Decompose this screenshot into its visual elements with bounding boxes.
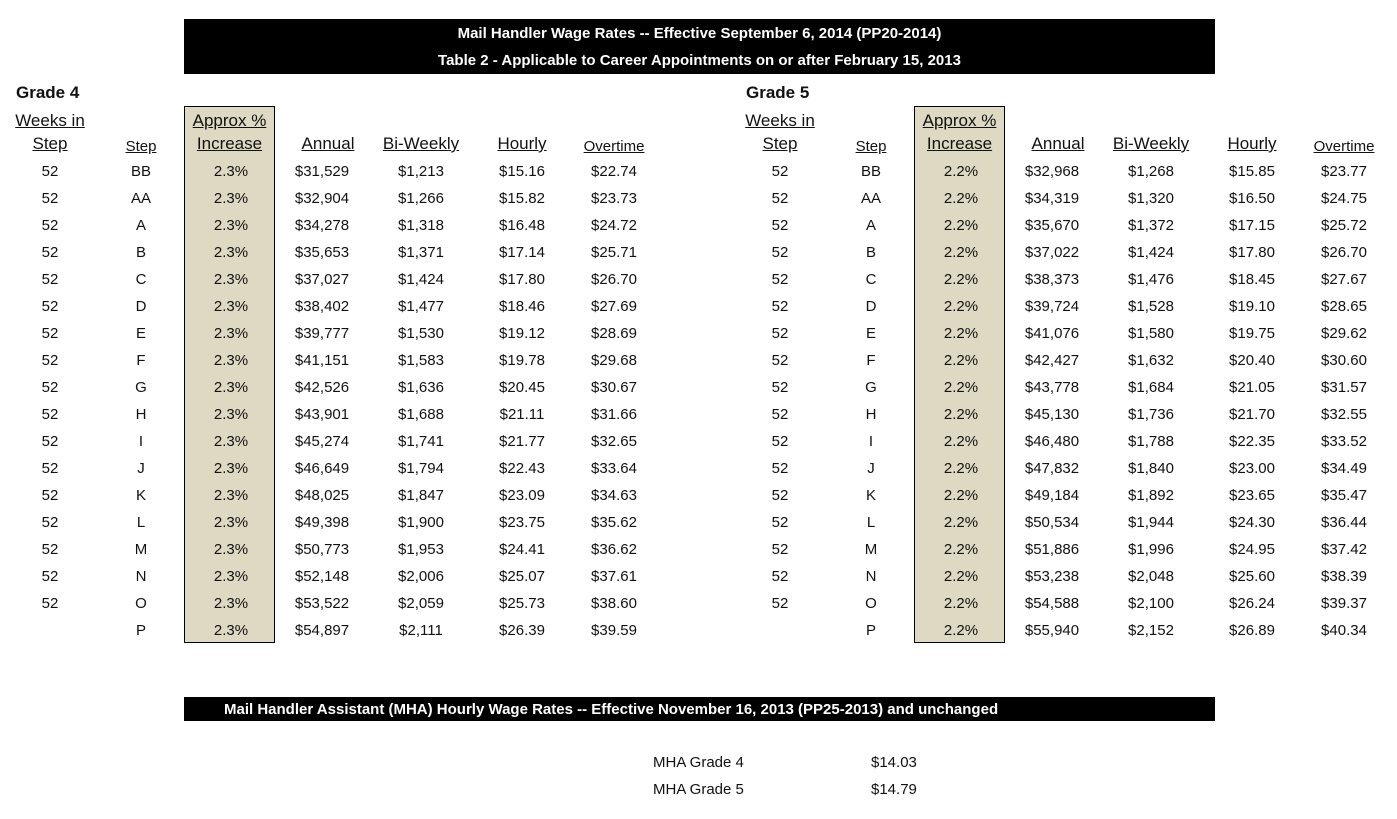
table-cell-hourly: $17.15 [1229,217,1275,234]
table-cell-overtime: $24.72 [591,217,637,234]
table-cell-step: I [138,433,144,450]
table-cell-weeks: 52 [771,190,789,207]
table-cell-overtime: $36.62 [591,541,637,558]
table-cell-pct: 2.3% [213,244,249,261]
table-cell-weeks: 52 [771,352,789,369]
table-cell-hourly: $23.00 [1229,460,1275,477]
table-cell-biweekly: $2,059 [398,595,444,612]
table-cell-hourly: $25.73 [499,595,545,612]
table-cell-biweekly: $1,371 [398,244,444,261]
table-cell-annual: $31,529 [294,163,350,180]
table-cell-weeks: 52 [41,514,59,531]
table-cell-biweekly: $2,100 [1128,595,1174,612]
table-cell-annual: $45,274 [294,433,350,450]
table-cell-biweekly: $1,636 [398,379,444,396]
table-cell-annual: $34,319 [1024,190,1080,207]
table-cell-annual: $47,832 [1024,460,1080,477]
table-cell-annual: $54,897 [294,622,350,639]
table-cell-overtime: $23.73 [591,190,637,207]
table-cell-biweekly: $2,152 [1128,622,1174,639]
table-cell-biweekly: $1,684 [1128,379,1174,396]
table-cell-annual: $35,653 [294,244,350,261]
table-cell-hourly: $24.30 [1229,514,1275,531]
table-cell-pct: 2.3% [213,352,249,369]
table-cell-annual: $37,027 [294,271,350,288]
mha-grade-label: MHA Grade 4 [653,754,744,771]
table-cell-hourly: $21.05 [1229,379,1275,396]
increase-header-2: Increase [196,134,263,153]
table-cell-step: BB [130,163,151,180]
table-cell-hourly: $19.12 [499,325,545,342]
table-cell-hourly: $20.45 [499,379,545,396]
table-cell-overtime: $22.74 [591,163,637,180]
table-cell-pct: 2.3% [213,163,249,180]
table-cell-overtime: $31.57 [1321,379,1367,396]
table-cell-overtime: $29.62 [1321,325,1367,342]
table-cell-step: BB [860,163,881,180]
table-cell-overtime: $26.70 [1321,244,1367,261]
table-cell-annual: $50,773 [294,541,350,558]
increase-header-2: Increase [926,134,993,153]
table-cell-hourly: $15.16 [499,163,545,180]
mha-grade-rate: $14.79 [871,781,917,798]
table-cell-pct: 2.2% [943,217,979,234]
table-cell-pct: 2.2% [943,244,979,261]
table-cell-biweekly: $1,847 [398,487,444,504]
biweekly-header: Bi-Weekly [1112,134,1190,153]
table-cell-biweekly: $1,213 [398,163,444,180]
table-cell-overtime: $33.64 [591,460,637,477]
table-cell-weeks: 52 [771,568,789,585]
table-cell-step: A [865,217,876,234]
table-cell-hourly: $24.95 [1229,541,1275,558]
table-cell-annual: $37,022 [1024,244,1080,261]
table-cell-annual: $49,398 [294,514,350,531]
table-cell-step: H [135,406,147,423]
table-cell-overtime: $25.72 [1321,217,1367,234]
table-cell-step: I [868,433,874,450]
table-cell-weeks: 52 [41,163,59,180]
table-cell-step: L [136,514,146,531]
table-cell-pct: 2.2% [943,190,979,207]
table-cell-weeks: 52 [771,217,789,234]
table-cell-weeks: 52 [771,379,789,396]
table-cell-pct: 2.2% [943,622,979,639]
table-cell-pct: 2.2% [943,541,979,558]
table-cell-annual: $32,904 [294,190,350,207]
table-cell-step: M [134,541,148,558]
table-cell-hourly: $22.43 [499,460,545,477]
table-cell-overtime: $28.69 [591,325,637,342]
table-cell-hourly: $16.50 [1229,190,1275,207]
table-cell-hourly: $25.07 [499,568,545,585]
table-cell-weeks: 52 [41,352,59,369]
table-cell-biweekly: $1,840 [1128,460,1174,477]
table-cell-annual: $54,588 [1024,595,1080,612]
table-cell-overtime: $39.37 [1321,595,1367,612]
table-cell-overtime: $35.47 [1321,487,1367,504]
overtime-header: Overtime [1313,138,1375,155]
table-cell-biweekly: $1,476 [1128,271,1174,288]
table-cell-step: N [865,568,877,585]
table-cell-step: D [865,298,877,315]
table-cell-weeks: 52 [41,568,59,585]
grade-title: Grade 4 [16,83,80,102]
table-cell-weeks: 52 [41,595,59,612]
table-cell-pct: 2.2% [943,163,979,180]
table-cell-pct: 2.2% [943,568,979,585]
table-cell-overtime: $27.69 [591,298,637,315]
table-cell-hourly: $24.41 [499,541,545,558]
table-cell-weeks: 52 [41,379,59,396]
table-cell-overtime: $36.44 [1321,514,1367,531]
table-cell-step: AA [130,190,151,207]
table-cell-step: H [865,406,877,423]
table-cell-pct: 2.3% [213,622,249,639]
table-cell-annual: $38,402 [294,298,350,315]
table-cell-overtime: $26.70 [591,271,637,288]
table-cell-step: P [135,622,146,639]
mha-grade-label: MHA Grade 5 [653,781,744,798]
table-cell-annual: $55,940 [1024,622,1080,639]
table-cell-hourly: $21.11 [499,406,545,423]
wage-table-banner [184,19,1215,74]
table-cell-hourly: $15.82 [499,190,545,207]
table-cell-step: F [136,352,146,369]
table-cell-weeks: 52 [771,595,789,612]
table-cell-step: A [135,217,146,234]
table-cell-step: C [865,271,877,288]
table-cell-weeks: 52 [41,190,59,207]
table-cell-annual: $53,238 [1024,568,1080,585]
table-cell-weeks: 52 [771,244,789,261]
table-cell-weeks: 52 [41,298,59,315]
weeks-header-2: Step [762,134,798,153]
table-cell-pct: 2.3% [213,541,249,558]
step-header: Step [125,138,157,155]
table-cell-annual: $41,076 [1024,325,1080,342]
table-cell-weeks: 52 [771,514,789,531]
table-cell-annual: $46,480 [1024,433,1080,450]
table-cell-step: K [135,487,146,504]
table-cell-hourly: $19.78 [499,352,545,369]
table-cell-weeks: 52 [771,433,789,450]
table-cell-biweekly: $2,048 [1128,568,1174,585]
table-cell-pct: 2.3% [213,433,249,450]
table-cell-overtime: $38.60 [591,595,637,612]
table-cell-pct: 2.3% [213,514,249,531]
table-cell-pct: 2.3% [213,298,249,315]
table-cell-biweekly: $2,111 [399,622,443,639]
table-cell-overtime: $32.55 [1321,406,1367,423]
table-cell-biweekly: $1,788 [1128,433,1174,450]
table-cell-overtime: $29.68 [591,352,637,369]
table-cell-biweekly: $1,318 [398,217,444,234]
banner-title: Mail Handler Wage Rates -- Effective September 6, 2014 (PP20-2014) [457,25,942,42]
table-cell-pct: 2.3% [213,379,249,396]
table-cell-pct: 2.3% [213,217,249,234]
table-cell-biweekly: $2,006 [398,568,444,585]
table-cell-biweekly: $1,477 [398,298,444,315]
table-cell-step: G [865,379,877,396]
overtime-header: Overtime [583,138,645,155]
table-cell-weeks: 52 [771,487,789,504]
table-cell-pct: 2.3% [213,271,249,288]
table-cell-pct: 2.2% [943,271,979,288]
table-cell-overtime: $33.52 [1321,433,1367,450]
table-cell-hourly: $15.85 [1229,163,1275,180]
table-cell-step: F [866,352,876,369]
table-cell-annual: $52,148 [294,568,350,585]
table-cell-pct: 2.2% [943,352,979,369]
table-cell-overtime: $35.62 [591,514,637,531]
table-cell-pct: 2.2% [943,379,979,396]
table-cell-step: L [866,514,876,531]
table-cell-pct: 2.3% [213,325,249,342]
table-cell-overtime: $30.60 [1321,352,1367,369]
weeks-header-1: Weeks in [745,111,815,130]
table-cell-weeks: 52 [41,433,59,450]
table-cell-step: B [865,244,876,261]
table-cell-annual: $46,649 [294,460,350,477]
table-cell-overtime: $38.39 [1321,568,1367,585]
annual-header: Annual [1031,134,1085,153]
table-cell-overtime: $37.42 [1321,541,1367,558]
table-cell-hourly: $22.35 [1229,433,1275,450]
table-cell-pct: 2.2% [943,433,979,450]
table-cell-biweekly: $1,794 [398,460,444,477]
table-cell-hourly: $26.24 [1229,595,1275,612]
table-cell-hourly: $17.80 [1229,244,1275,261]
table-cell-annual: $39,777 [294,325,350,342]
hourly-header: Hourly [497,134,547,153]
table-cell-pct: 2.3% [213,568,249,585]
table-cell-biweekly: $1,741 [398,433,444,450]
table-cell-pct: 2.2% [943,514,979,531]
table-cell-annual: $41,151 [294,352,350,369]
table-cell-pct: 2.2% [943,325,979,342]
table-cell-step: C [135,271,147,288]
table-cell-weeks: 52 [771,541,789,558]
table-cell-biweekly: $1,268 [1128,163,1174,180]
table-cell-pct: 2.3% [213,190,249,207]
table-cell-step: K [865,487,876,504]
table-cell-annual: $42,526 [294,379,350,396]
grade-title: Grade 5 [746,83,810,102]
table-cell-hourly: $23.75 [499,514,545,531]
table-cell-step: O [865,595,877,612]
table-cell-step: O [135,595,147,612]
table-cell-step: J [137,460,145,477]
table-cell-weeks: 52 [41,271,59,288]
table-cell-step: J [867,460,875,477]
table-cell-weeks [735,617,825,644]
table-cell-hourly: $20.40 [1229,352,1275,369]
table-cell-hourly: $19.10 [1229,298,1275,315]
table-cell-overtime: $34.49 [1321,460,1367,477]
table-cell-step: M [864,541,878,558]
table-cell-biweekly: $1,372 [1128,217,1174,234]
table-cell-hourly: $16.48 [499,217,545,234]
table-cell-weeks: 52 [771,325,789,342]
table-cell-annual: $43,778 [1024,379,1080,396]
table-cell-overtime: $27.67 [1321,271,1367,288]
table-cell-annual: $32,968 [1024,163,1080,180]
table-cell-biweekly: $1,688 [398,406,444,423]
table-cell-pct: 2.3% [213,406,249,423]
table-cell-pct: 2.2% [943,487,979,504]
table-cell-biweekly: $1,530 [398,325,444,342]
table-cell-overtime: $37.61 [591,568,637,585]
table-cell-biweekly: $1,424 [398,271,444,288]
table-cell-step: G [135,379,147,396]
table-cell-biweekly: $1,266 [398,190,444,207]
table-cell-hourly: $17.80 [499,271,545,288]
table-cell-hourly: $21.70 [1229,406,1275,423]
table-cell-hourly: $26.39 [499,622,545,639]
table-cell-annual: $39,724 [1024,298,1080,315]
table-cell-annual: $42,427 [1024,352,1080,369]
banner-subtitle: Table 2 - Applicable to Career Appointments on or after February 15, 2013 [438,52,961,69]
table-cell-hourly: $26.89 [1229,622,1275,639]
table-cell-hourly: $18.46 [499,298,545,315]
table-cell-step: AA [860,190,881,207]
table-cell-overtime: $24.75 [1321,190,1367,207]
table-cell-annual: $53,522 [294,595,350,612]
table-cell-step: B [135,244,146,261]
table-cell-pct: 2.3% [213,595,249,612]
mha-grade-rate: $14.03 [871,754,917,771]
table-cell-weeks: 52 [41,244,59,261]
table-cell-annual: $35,670 [1024,217,1080,234]
increase-header-1: Approx % [192,111,267,130]
table-cell-weeks: 52 [41,325,59,342]
table-cell-biweekly: $1,996 [1128,541,1174,558]
hourly-header: Hourly [1227,134,1277,153]
weeks-header-1: Weeks in [15,111,85,130]
table-cell-pct: 2.2% [943,595,979,612]
table-cell-overtime: $32.65 [591,433,637,450]
table-cell-step: D [135,298,147,315]
table-cell-weeks: 52 [771,298,789,315]
table-cell-biweekly: $1,528 [1128,298,1174,315]
weeks-header-2: Step [32,134,68,153]
table-cell-annual: $34,278 [294,217,350,234]
table-cell-weeks: 52 [41,487,59,504]
table-cell-biweekly: $1,892 [1128,487,1174,504]
table-cell-annual: $38,373 [1024,271,1080,288]
table-cell-pct: 2.3% [213,487,249,504]
table-cell-biweekly: $1,900 [398,514,444,531]
table-cell-annual: $51,886 [1024,541,1080,558]
table-cell-overtime: $28.65 [1321,298,1367,315]
table-cell-annual: $50,534 [1024,514,1080,531]
table-cell-hourly: $17.14 [499,244,545,261]
table-cell-biweekly: $1,632 [1128,352,1174,369]
table-cell-step: E [865,325,876,342]
table-cell-biweekly: $1,424 [1128,244,1174,261]
table-cell-overtime: $39.59 [591,622,637,639]
table-cell-annual: $49,184 [1024,487,1080,504]
table-cell-pct: 2.2% [943,298,979,315]
table-cell-weeks: 52 [771,406,789,423]
table-cell-biweekly: $1,953 [398,541,444,558]
table-cell-biweekly: $1,736 [1128,406,1174,423]
table-cell-weeks: 52 [41,460,59,477]
step-header: Step [855,138,887,155]
table-cell-hourly: $23.09 [499,487,545,504]
table-cell-annual: $43,901 [294,406,350,423]
mha-banner: Mail Handler Assistant (MHA) Hourly Wage Rates -- Effective November 16, 2013 (PP25-2013) and unchanged [184,697,1215,721]
table-cell-biweekly: $1,580 [1128,325,1174,342]
table-cell-step: N [135,568,147,585]
table-cell-weeks: 52 [771,460,789,477]
table-cell-weeks: 52 [41,217,59,234]
table-cell-pct: 2.2% [943,460,979,477]
table-cell-overtime: $40.34 [1321,622,1367,639]
table-cell-biweekly: $1,320 [1128,190,1174,207]
increase-header-1: Approx % [922,111,997,130]
table-cell-overtime: $34.63 [591,487,637,504]
table-cell-biweekly: $1,944 [1128,514,1174,531]
table-cell-overtime: $23.77 [1321,163,1367,180]
table-cell-weeks: 52 [771,271,789,288]
biweekly-header: Bi-Weekly [382,134,460,153]
table-cell-hourly: $18.45 [1229,271,1275,288]
table-cell-step: P [865,622,876,639]
table-cell-hourly: $25.60 [1229,568,1275,585]
table-cell-overtime: $30.67 [591,379,637,396]
table-cell-step: E [135,325,146,342]
table-cell-weeks: 52 [41,406,59,423]
table-cell-weeks: 52 [771,163,789,180]
table-cell-overtime: $25.71 [591,244,637,261]
table-cell-weeks [5,617,95,644]
table-cell-pct: 2.3% [213,460,249,477]
table-cell-hourly: $23.65 [1229,487,1275,504]
table-cell-annual: $48,025 [294,487,350,504]
table-cell-pct: 2.2% [943,406,979,423]
table-cell-weeks: 52 [41,541,59,558]
table-cell-overtime: $31.66 [591,406,637,423]
table-cell-annual: $45,130 [1024,406,1080,423]
table-cell-hourly: $19.75 [1229,325,1275,342]
table-cell-hourly: $21.77 [499,433,545,450]
table-cell-biweekly: $1,583 [398,352,444,369]
annual-header: Annual [301,134,355,153]
